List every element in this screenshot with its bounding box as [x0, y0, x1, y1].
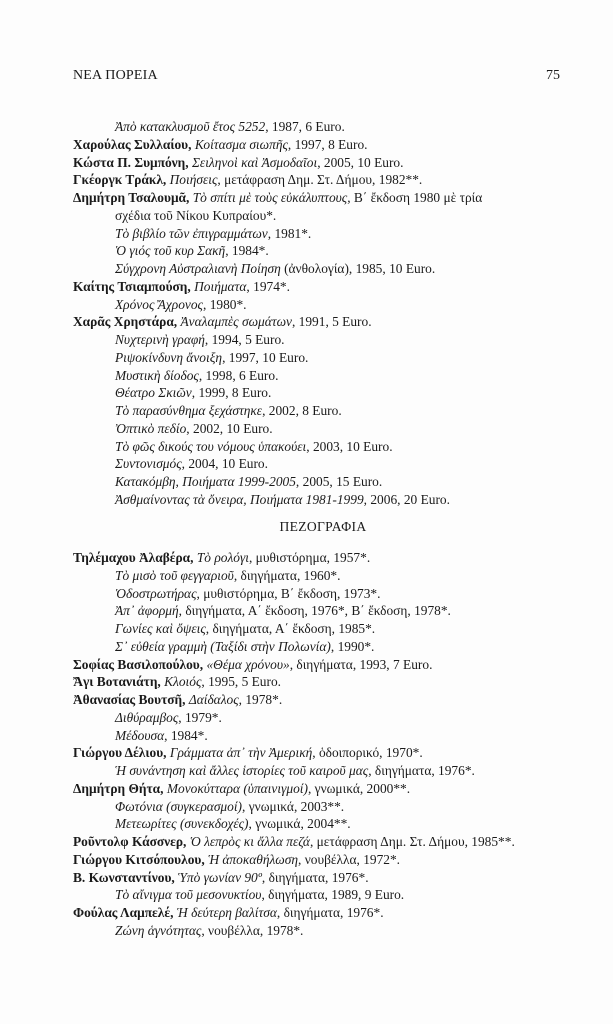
book-details: , μετάφραση Δημ. Στ. Δήμου, 1982**. [217, 172, 423, 188]
author-name: Κώστα Π. Συμπόνη, [73, 154, 189, 170]
book-details: , 1981*. [267, 225, 312, 241]
author-name: Δημήτρη Τσαλουμᾶ, [73, 190, 190, 205]
book-details: , 1998, 6 Euro. [198, 367, 279, 383]
book-title: Τὸ ρολόγι [196, 550, 249, 565]
book-title: Μέδουσα [115, 727, 165, 743]
bibliography-entry [73, 851, 593, 869]
book-details: , διηγήματα, Α΄ ἔκδοση, 1985*. [205, 621, 376, 636]
book-title: Σύγχρονη Αὐστραλιανὴ Ποίηση [115, 261, 281, 276]
bibliography-entry-continuation [73, 922, 593, 940]
book-title: Φωτόνια (συγκερασμοί) [115, 798, 243, 814]
page-number: 75 [546, 68, 560, 83]
prose-list [73, 549, 593, 940]
book-title: Ποιήματα [194, 278, 247, 294]
book-details: (ἀνθολογία), 1985, 10 Euro. [280, 261, 436, 276]
book-title: Δαίδαλος [188, 692, 239, 707]
bibliography-entry [73, 904, 593, 922]
book-title: Μετεωρίτες (συνεκδοχές) [115, 816, 249, 832]
book-details: , γνωμικά, 2000**. [307, 780, 411, 796]
bibliography-entry-continuation [73, 798, 593, 816]
bibliography-entry [73, 154, 593, 172]
bibliography-entry-continuation [73, 349, 593, 367]
bibliography-entry-continuation [73, 886, 593, 904]
book-title: Χρόνος Ἄχρονος [115, 296, 203, 312]
book-title: Μυστικὴ δίοδος [115, 367, 199, 383]
book-details: , 1978*. [238, 692, 283, 707]
author-name: Γιώργου Κιτσόπουλου, [73, 851, 205, 867]
bibliography-entry [73, 869, 593, 887]
book-details: , 1995, 5 Euro. [201, 674, 281, 690]
book-details: , 2002, 10 Euro. [186, 420, 273, 436]
book-title: Ἀπ᾽ ἀφορμή [115, 603, 179, 619]
book-details: , μετάφραση Δημ. Στ. Δήμου, 1985**. [309, 834, 515, 849]
book-title: Θέατρο Σκιῶν [115, 385, 192, 401]
author-name: Τηλέμαχου Ἀλαβέρα, [73, 550, 194, 565]
book-details: , 1990*. [330, 638, 375, 654]
bibliography-entry-continuation [73, 491, 593, 509]
bibliography-entry-continuation [73, 567, 593, 585]
book-details: , 2004, 10 Euro. [181, 456, 268, 472]
author-name: Χαρᾶς Χρηστάρα, [73, 314, 178, 330]
author-name: Ροῦντολφ Κάσσνερ, [73, 834, 187, 849]
bibliography-entry-continuation [73, 260, 593, 278]
bibliography-entry [73, 744, 593, 762]
bibliography-entry [73, 278, 593, 296]
book-details: σχέδια τοῦ Νίκου Κυπραίου*. [115, 207, 277, 223]
bibliography-entry-continuation [73, 585, 593, 603]
author-name: Ἀθανασίας Βουτσῆ, [73, 692, 186, 707]
author-name: Χαρούλας Συλλαίου, [73, 136, 192, 152]
bibliography-entry [73, 549, 593, 567]
bibliography-entry-continuation [73, 638, 593, 656]
author-name: Φούλας Λαμπελέ, [73, 905, 174, 920]
book-details: , γνωμικά, 2004**. [248, 816, 351, 832]
author-name: Γκέοργκ Τράκλ, [73, 172, 167, 188]
book-title: Τὸ μισὸ τοῦ φεγγαριοῦ [115, 567, 234, 583]
book-details: , διηγήματα, 1976*. [261, 869, 369, 885]
book-title: Μονοκύτταρα (ὑπαινιγμοί) [166, 780, 308, 796]
book-title: Ἀσθμαίνοντας τὰ ὄνειρα, Ποιήματα 1981-1999 [115, 491, 364, 507]
book-title: Γωνίες καὶ ὄψεις [115, 621, 206, 636]
book-title: Γράμματα ἀπ᾽ τὴν Ἀμερική [169, 745, 313, 761]
book-title: Κατακόμβη, Ποιήματα 1999-2005 [115, 474, 296, 489]
book-details: , διηγήματα, 1976*. [276, 905, 384, 920]
book-details: , 1979*. [178, 709, 222, 725]
book-title: Ζώνη ἁγνότητας [115, 922, 202, 938]
author-name: Β. Κωνσταντίνου, [73, 869, 175, 885]
book-title: Κοίτασμα σιωπῆς [194, 136, 288, 152]
book-details: , 1999, 8 Euro. [191, 385, 272, 401]
book-details: , 1991, 5 Euro. [291, 314, 372, 330]
book-title: Σειληνοὶ καὶ Ἀσμοδαῖοι [191, 154, 318, 170]
bibliography-entry-continuation [73, 420, 593, 438]
bibliography-entry-continuation [73, 455, 593, 473]
book-details: , διηγήματα, Α΄ ἔκδοση, 1976*, Β΄ ἔκδοση, 1978*. [178, 603, 451, 619]
book-title: Ὑπὸ γωνίαν 90º [178, 869, 262, 885]
author-name: Καίτης Τσιαμπούση, [73, 278, 191, 294]
author-name: Σοφίας Βασιλοπούλου, [73, 656, 204, 672]
bibliography-entry [73, 189, 593, 207]
book-details: , 2005, 10 Euro. [317, 154, 404, 170]
book-details: , 1997, 8 Euro. [287, 136, 368, 152]
book-title: Τὸ βιβλίο τῶν ἐπιγραμμάτων [115, 225, 268, 241]
bibliography-entry [73, 656, 593, 674]
bibliography-entry-continuation [73, 242, 593, 260]
bibliography-entry-continuation [73, 727, 593, 745]
book-title: Ὀπτικὸ πεδίο [115, 420, 187, 436]
bibliography-entry-continuation [73, 620, 593, 638]
book-details: , γνωμικά, 2003**. [242, 798, 345, 814]
bibliography-entry-continuation [73, 815, 593, 833]
book-title: Κλοιός [164, 674, 202, 690]
book-details: , διηγήματα, 1993, 7 Euro. [289, 656, 433, 672]
book-title: Τὸ παρασύνθημα ξεχάστηκε [115, 403, 263, 418]
author-name: Ἄγι Βοτανιάτη, [73, 674, 161, 690]
book-title: Ὁδοστρωτήρας [115, 585, 197, 601]
book-title: Ἡ συνάντηση καὶ ἄλλες ἱστορίες τοῦ καιροῦ μας [115, 763, 369, 778]
bibliography-entry-continuation [73, 207, 593, 225]
book-details: , 1997, 10 Euro. [222, 349, 309, 365]
bibliography-entry [73, 313, 593, 331]
poetry-list [73, 118, 593, 509]
book-details: , διηγήματα, 1989, 9 Euro. [261, 887, 405, 903]
book-title: Διθύραμβος [115, 709, 179, 725]
book-title: Τὸ αἴνιγμα τοῦ μεσονυκτίου [115, 887, 262, 903]
book-details: , 1987, 6 Euro. [265, 119, 345, 134]
bibliography-entry-continuation [73, 762, 593, 780]
bibliography-entry-continuation [73, 438, 593, 456]
bibliography-entry-continuation [73, 118, 593, 136]
book-title: Συντονισμός [115, 456, 182, 472]
bibliography-entry [73, 136, 593, 154]
book-details: , διηγήματα, 1976*. [368, 763, 475, 778]
book-title: Σ᾽ εὐθεία γραμμὴ (Ταξίδι στὴν Πολωνία) [115, 638, 331, 654]
book-title: Νυχτερινὴ γραφή [115, 332, 205, 347]
book-title: Ποιήσεις [169, 172, 218, 188]
bibliography-entry-continuation [73, 473, 593, 491]
book-title: Τὸ φῶς δικούς του νόμους ὑπακούει [115, 438, 307, 454]
bibliography-entry-continuation [73, 296, 593, 314]
book-details: , διηγήματα, 1960*. [233, 567, 341, 583]
bibliography-entry-continuation [73, 384, 593, 402]
book-title: «Θέμα χρόνου» [206, 656, 290, 672]
author-name: Δημήτρη Θήτα, [73, 780, 164, 796]
book-title: Ἀναλαμπὲς σωμάτων [180, 314, 292, 330]
book-details: , 1974*. [246, 278, 290, 294]
book-details: , 2006, 20 Euro. [363, 491, 450, 507]
book-title: Ὁ γιός τοῦ κυρ Σακῆ [115, 243, 226, 259]
book-details: , 2003, 10 Euro. [306, 438, 393, 454]
book-details: , 1984*. [225, 243, 269, 259]
bibliography-entry-continuation [73, 331, 593, 349]
bibliography-entry [73, 780, 593, 798]
book-details: , 2002, 8 Euro. [262, 403, 342, 418]
book-details: , 1994, 5 Euro. [204, 332, 285, 347]
running-head: ΝΕΑ ΠΟΡΕΙΑ [73, 68, 158, 83]
book-details: , Β΄ ἔκδοση 1980 μὲ τρία [347, 190, 483, 205]
section-heading-prose: ΠΕΖΟΓΡΑΦΙΑ [279, 519, 367, 534]
bibliography-entry-continuation [73, 225, 593, 243]
author-name: Γιώργου Δέλιου, [73, 745, 167, 761]
book-title: Ἀπὸ κατακλυσμοῦ ἔτος 5252 [115, 119, 266, 134]
book-details: , 1984*. [164, 727, 208, 743]
bibliography-entry [73, 171, 593, 189]
book-title: Ἡ δεύτερη βαλίτσα [176, 905, 277, 920]
book-details: , μυθιστόρημα, 1957*. [248, 550, 371, 565]
bibliography-entry [73, 673, 593, 691]
book-title: Ριψοκίνδυνη ἄνοιξη [115, 349, 223, 365]
book-details: , νουβέλλα, 1978*. [201, 922, 304, 938]
book-details: , μυθιστόρημα, Β΄ ἔκδοση, 1973*. [196, 585, 381, 601]
bibliography-entry-continuation [73, 402, 593, 420]
book-title: Ἡ ἀποκαθήλωση [208, 851, 298, 867]
bibliography-entry-continuation [73, 367, 593, 385]
book-details: , 2005, 15 Euro. [295, 474, 383, 489]
bibliography-entry-continuation [73, 602, 593, 620]
bibliography-entry [73, 691, 593, 709]
bibliography-entry-continuation [73, 709, 593, 727]
book-details: , νουβέλλα, 1972*. [298, 851, 401, 867]
book-title: Ὁ λεπρὸς κι ἄλλα πεζά [189, 834, 310, 849]
bibliography-entry [73, 833, 593, 851]
book-details: , 1980*. [203, 296, 247, 312]
book-title: Τὸ σπίτι μὲ τοὺς εὐκάλυπτους [192, 190, 348, 205]
book-details: , ὁδοιπορικό, 1970*. [312, 745, 423, 761]
